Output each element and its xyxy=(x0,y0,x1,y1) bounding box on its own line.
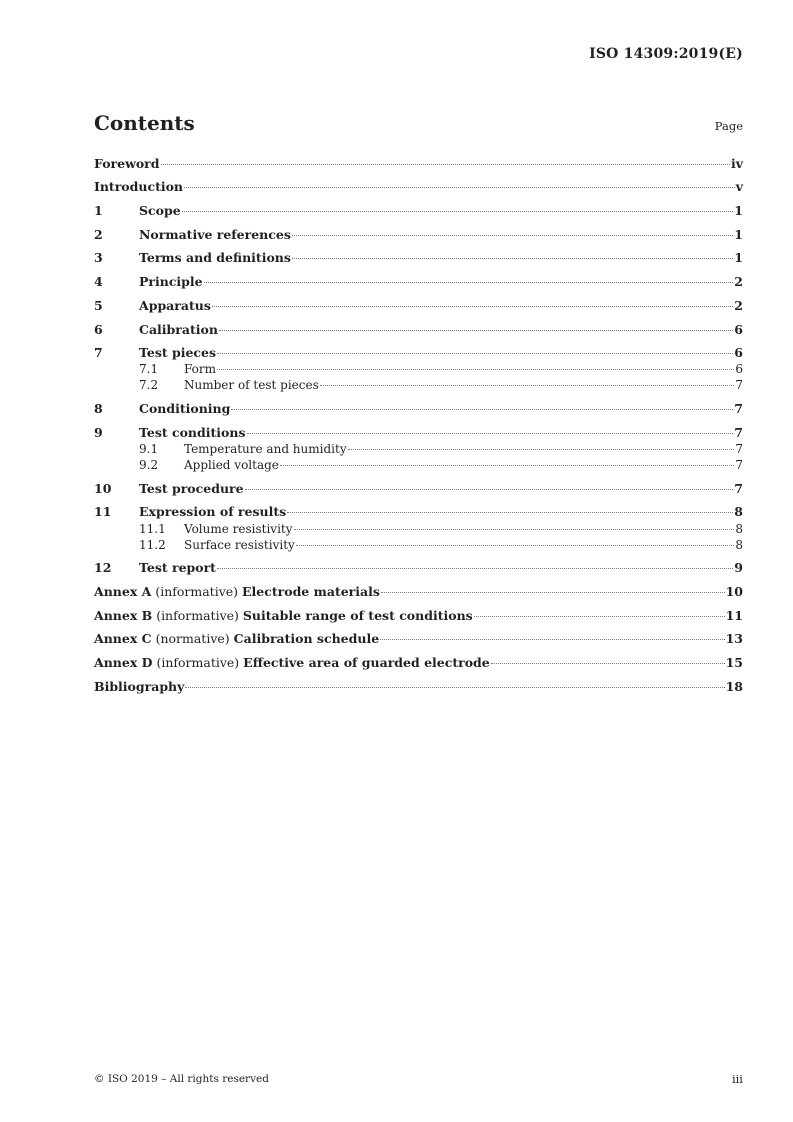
toc-entry-clause-11[interactable] xyxy=(94,503,743,521)
annex-label: Annex A xyxy=(94,584,152,599)
toc-entry-clause-8[interactable] xyxy=(94,400,743,418)
toc-number: 7 xyxy=(94,345,103,360)
toc-title: Calibration schedule xyxy=(233,631,380,646)
dot-leader xyxy=(217,352,733,354)
toc-title: Volume resistivity xyxy=(184,522,293,536)
toc-title: Apparatus xyxy=(139,298,211,313)
toc-number: 11.1 xyxy=(139,522,166,536)
annex-label: Annex B xyxy=(94,608,153,623)
toc-page: 6 xyxy=(734,345,743,360)
toc-entry-annex-b[interactable] xyxy=(94,607,743,625)
toc-page: 8 xyxy=(735,538,743,552)
toc-entry-clause-7[interactable] xyxy=(94,344,743,362)
dot-leader xyxy=(231,408,733,410)
toc-page: 7 xyxy=(734,425,743,440)
toc-entry-clause-9[interactable] xyxy=(94,424,743,442)
toc-page: 2 xyxy=(734,274,743,289)
dot-leader xyxy=(348,448,735,450)
copyright-notice: © ISO 2019 – All rights reserved xyxy=(94,1073,269,1085)
toc-page: 1 xyxy=(734,227,743,242)
dot-leader xyxy=(212,305,733,307)
dot-leader xyxy=(474,615,725,617)
toc-page: 2 xyxy=(734,298,743,313)
toc-title: Test conditions xyxy=(139,425,246,440)
toc-number: 7.1 xyxy=(139,362,159,376)
annex-kind: (informative) xyxy=(156,655,240,670)
toc-number: 9.1 xyxy=(139,442,159,456)
annex-label: Annex C xyxy=(94,631,152,646)
toc-entry-introduction[interactable] xyxy=(94,178,743,196)
toc-number: 3 xyxy=(94,250,103,265)
toc-entry-clause-5[interactable] xyxy=(94,297,743,315)
toc-page: 7 xyxy=(734,481,743,496)
toc-title: Introduction xyxy=(94,179,184,194)
dot-leader xyxy=(294,528,735,530)
toc-number: 9 xyxy=(94,425,103,440)
dot-leader xyxy=(161,163,730,165)
toc-title: Normative references xyxy=(139,227,291,242)
toc-entry-subclause-11-1[interactable] xyxy=(94,521,743,537)
toc-entry-clause-6[interactable] xyxy=(94,321,743,339)
toc-title: Applied voltage xyxy=(184,458,279,472)
toc-number: 11 xyxy=(94,504,112,519)
toc-title: Foreword xyxy=(94,156,160,171)
dot-leader xyxy=(247,432,734,434)
toc-entry-subclause-9-1[interactable] xyxy=(94,441,743,457)
toc-entry-clause-2[interactable] xyxy=(94,226,743,244)
dot-leader xyxy=(280,464,734,466)
toc-number: 2 xyxy=(94,227,103,242)
toc-page: 1 xyxy=(734,250,743,265)
toc-page: 9 xyxy=(734,560,743,575)
toc-entry-annex-c[interactable] xyxy=(94,630,743,648)
toc-title: Test report xyxy=(139,560,216,575)
toc-entry-subclause-11-2[interactable] xyxy=(94,537,743,553)
toc-title: Conditioning xyxy=(139,401,231,416)
dot-leader xyxy=(287,511,733,513)
toc-page: 6 xyxy=(735,362,743,376)
toc-title: Temperature and humidity xyxy=(184,442,347,456)
dot-leader xyxy=(245,488,734,490)
annex-kind: (informative) xyxy=(155,584,239,599)
toc-number: 11.2 xyxy=(139,538,166,552)
dot-leader xyxy=(320,384,735,386)
toc-title: Expression of results xyxy=(139,504,287,519)
dot-leader xyxy=(292,257,733,259)
toc-title: Terms and definitions xyxy=(139,250,291,265)
toc-title: Electrode materials xyxy=(242,584,380,599)
toc-entry-bibliography[interactable] xyxy=(94,678,743,696)
toc-number: 9.2 xyxy=(139,458,159,472)
toc-title: Test pieces xyxy=(139,345,217,360)
dot-leader xyxy=(217,368,734,370)
toc-title: Suitable range of test conditions xyxy=(242,608,473,623)
dot-leader xyxy=(296,544,735,546)
toc-page: 7 xyxy=(734,401,743,416)
toc-entry-clause-12[interactable] xyxy=(94,559,743,577)
annex-label: Annex D xyxy=(94,655,153,670)
toc-page: 7 xyxy=(735,458,743,472)
toc-page: 1 xyxy=(734,203,743,218)
toc-title: Bibliography xyxy=(94,679,185,694)
toc-page: v xyxy=(735,179,743,194)
standard-reference: ISO 14309:2019(E) xyxy=(589,46,743,62)
toc-page: 11 xyxy=(725,608,743,623)
toc-page: 7 xyxy=(735,378,743,392)
toc-title: Test procedure xyxy=(139,481,244,496)
toc-number: 10 xyxy=(94,481,112,496)
dot-leader xyxy=(204,281,734,283)
toc-title: Surface resistivity xyxy=(184,538,295,552)
toc-number: 5 xyxy=(94,298,103,313)
toc-title: Principle xyxy=(139,274,203,289)
toc-page: 13 xyxy=(725,631,743,646)
dot-leader xyxy=(381,591,725,593)
toc-page: 18 xyxy=(725,679,743,694)
dot-leader xyxy=(219,329,733,331)
toc-number: 8 xyxy=(94,401,103,416)
dot-leader xyxy=(380,638,724,640)
toc-page: 15 xyxy=(725,655,743,670)
toc-number: 1 xyxy=(94,203,103,218)
toc-page: iv xyxy=(730,156,743,171)
toc-number: 4 xyxy=(94,274,103,289)
toc-page: 6 xyxy=(734,322,743,337)
annex-kind: (normative) xyxy=(155,631,230,646)
toc-number: 12 xyxy=(94,560,112,575)
dot-leader xyxy=(182,210,734,212)
toc-page: 8 xyxy=(734,504,743,519)
toc-number: 7.2 xyxy=(139,378,159,392)
dot-leader xyxy=(217,567,733,569)
annex-kind: (informative) xyxy=(156,608,239,623)
toc-entry-subclause-9-2[interactable] xyxy=(94,457,743,473)
toc-entry-clause-3[interactable] xyxy=(94,249,743,267)
toc-entry-subclause-7-1[interactable] xyxy=(94,361,743,377)
dot-leader xyxy=(184,186,735,188)
toc-page: 7 xyxy=(735,442,743,456)
toc-title: Effective area of guarded electrode xyxy=(243,655,490,670)
toc-number: 6 xyxy=(94,322,103,337)
toc-entry-subclause-7-2[interactable] xyxy=(94,377,743,393)
toc-entry-clause-10[interactable] xyxy=(94,480,743,498)
toc-title: Number of test pieces xyxy=(184,378,319,392)
dot-leader xyxy=(292,234,733,236)
toc-entry-clause-4[interactable] xyxy=(94,273,743,291)
dot-leader xyxy=(185,686,724,688)
contents-title: Contents xyxy=(94,111,195,135)
toc-title: Form xyxy=(184,362,217,376)
toc-entry-annex-d[interactable] xyxy=(94,654,743,672)
toc-page: 10 xyxy=(725,584,743,599)
toc-entry-clause-1[interactable] xyxy=(94,202,743,220)
page-number: iii xyxy=(731,1072,743,1086)
toc-entry-foreword[interactable] xyxy=(94,155,743,173)
toc-title: Calibration xyxy=(139,322,218,337)
toc-title: Scope xyxy=(139,203,181,218)
page-column-label: Page xyxy=(714,119,743,133)
toc-page: 8 xyxy=(735,522,743,536)
dot-leader xyxy=(491,662,725,664)
toc-entry-annex-a[interactable] xyxy=(94,583,743,601)
